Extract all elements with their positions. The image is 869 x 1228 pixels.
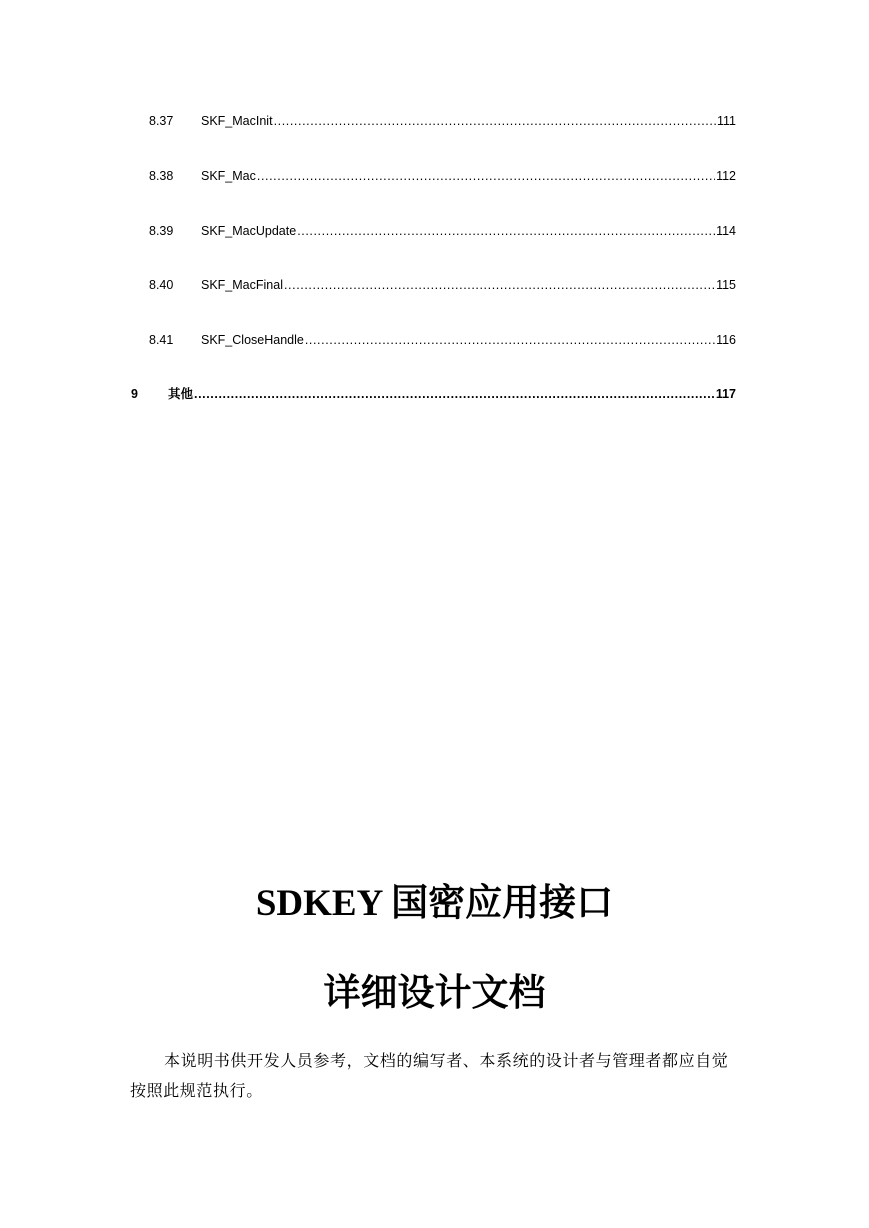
toc-leader-dots [284,276,715,294]
toc-entry-title: SKF_MacFinal [201,278,283,292]
toc-entry-page: 114 [716,224,736,238]
toc-entry-8-38[interactable] [130,167,736,185]
toc-entry-number: 8.39 [149,224,174,238]
document-title-line-1: SDKEY 国密应用接口 [255,883,614,924]
toc-leader-dots [274,112,716,130]
toc-leader-dots [257,167,715,185]
toc-entry-title: SKF_MacInit [201,114,273,128]
toc-entry-8-41[interactable] [130,331,736,349]
toc-leader-dots [305,331,715,349]
toc-entry-page: 111 [716,114,736,128]
toc-entry-number: 9 [131,387,138,401]
toc-entry-page: 115 [716,278,736,292]
toc-entry-8-39[interactable] [130,222,736,240]
toc-entry-8-37[interactable] [130,112,736,130]
toc-leader-dots [194,385,715,403]
toc-entry-page: 117 [715,387,736,401]
intro-paragraph: 本说明书供开发人员参考，文档的编写者、本系统的设计者与管理者都应自觉按照此规范执行。 [130,1051,729,1100]
toc-entry-number: 8.37 [149,114,174,128]
toc-entry-title: 其他 [168,387,194,401]
toc-leader-dots [297,222,715,240]
toc-entry-number: 8.40 [149,278,174,292]
toc-entry-8-40[interactable] [130,276,736,294]
toc-entry-9[interactable] [130,385,736,403]
toc-entry-page: 112 [716,169,736,183]
toc-entry-page: 116 [716,333,736,347]
toc-entry-title: SKF_CloseHandle [201,333,304,347]
toc-entry-number: 8.41 [149,333,174,347]
toc-entry-title: SKF_Mac [201,169,256,183]
toc-entry-number: 8.38 [149,169,174,183]
document-title-line-2: 详细设计文档 [323,973,546,1014]
toc-entry-title: SKF_MacUpdate [201,224,297,238]
